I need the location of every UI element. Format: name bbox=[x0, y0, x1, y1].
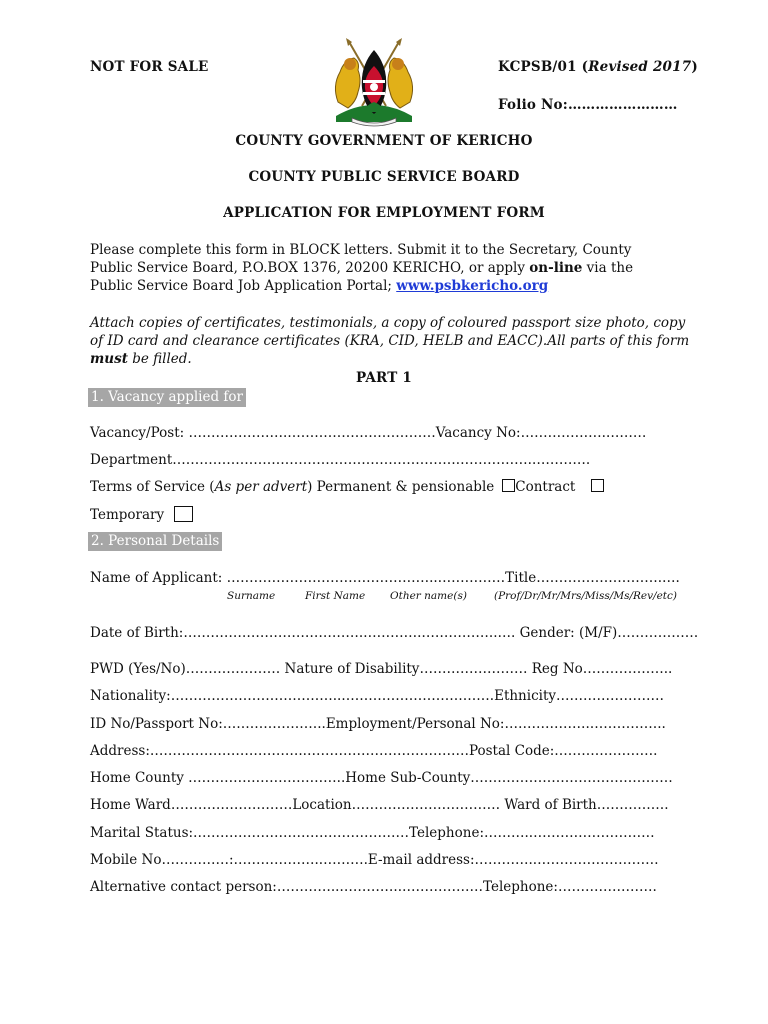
instructions-line bbox=[90, 259, 633, 277]
temporary-checkbox[interactable] bbox=[174, 506, 193, 522]
part-heading: PART 1 bbox=[356, 370, 412, 386]
board-title: COUNTY PUBLIC SERVICE BOARD bbox=[248, 169, 520, 185]
address-field[interactable]: Address:……………………………..………………………………Postal Code:………….………. bbox=[90, 743, 658, 759]
reference-code bbox=[498, 59, 698, 75]
reference-code-prefix: KCPSB/01 ( bbox=[498, 59, 589, 75]
home-ward-field[interactable]: Home Ward………………………Location…………………………… Ward of Birth……………. bbox=[90, 797, 669, 813]
id-passport-field[interactable]: ID No/Passport No:…………………..Employment/Personal No:……………….…………….. bbox=[90, 716, 666, 732]
coat-of-arms bbox=[326, 36, 422, 128]
permanent-checkbox[interactable] bbox=[502, 479, 515, 492]
section-personal-details-heading: 2. Personal Details bbox=[88, 532, 222, 551]
terms-of-service-row bbox=[90, 479, 604, 495]
alternative-contact-field[interactable]: Alternative contact person:…………..…………..………………Telephone:…………………. bbox=[90, 879, 657, 895]
other-names-caption: Other name(s) bbox=[390, 590, 467, 602]
surname-caption: Surname bbox=[227, 590, 276, 602]
contract-label: Contract bbox=[515, 479, 576, 495]
reference-code-suffix: ) bbox=[691, 59, 698, 75]
instructions-text: via the bbox=[582, 260, 634, 276]
marital-status-field[interactable]: Marital Status:…………………………………………Telephone:………..……………………… bbox=[90, 825, 655, 841]
titles-caption: (Prof/Dr/Mr/Mrs/Miss/Ms/Rev/etc) bbox=[494, 590, 678, 602]
folio-number: Folio No:…………………… bbox=[498, 97, 678, 113]
instructions-text: Public Service Board Job Application Portal; bbox=[90, 278, 397, 294]
county-government-title: COUNTY GOVERNMENT OF KERICHO bbox=[235, 133, 533, 149]
terms-advert: As per advert bbox=[214, 479, 308, 495]
first-name-caption: First Name bbox=[305, 590, 366, 602]
terms-permanent-label: ) Permanent & pensionable bbox=[307, 479, 495, 495]
instructions-line bbox=[90, 350, 689, 368]
must-emphasis: must bbox=[90, 351, 128, 367]
vacancy-post-field[interactable]: Vacancy/Post: ………………….……………………………Vacancy No:……………….……… bbox=[90, 425, 647, 441]
applicant-name-field[interactable]: Name of Applicant: ………………………………………..……………Title……………………….…. bbox=[90, 570, 680, 586]
instructions-line bbox=[90, 277, 633, 295]
contract-checkbox[interactable] bbox=[591, 479, 604, 492]
instructions-line: of ID card and clearance certificates (KRA, CID, HELB and EACC).All parts of this form bbox=[90, 333, 690, 349]
mobile-email-field[interactable]: Mobile No……………:………………..……….E-mail address:…………..……………………… bbox=[90, 852, 659, 868]
instructions-line: Attach copies of certificates, testimonials, a copy of coloured passport size photo, copy bbox=[90, 315, 686, 331]
not-for-sale-label: NOT FOR SALE bbox=[90, 59, 209, 75]
pwd-field[interactable]: PWD (Yes/No)………………… Nature of Disability…………………… Reg No……………….. bbox=[90, 661, 673, 677]
date-of-birth-field[interactable]: Date of Birth:………………………………….………….……………..…. Gender: (M/F)……………… bbox=[90, 625, 699, 641]
instructions-paragraph-2 bbox=[90, 314, 689, 368]
terms-label: Terms of Service ( bbox=[90, 479, 215, 495]
instructions-text: Public Service Board, P.O.BOX 1376, 20200 KERICHO, or apply bbox=[90, 260, 530, 276]
instructions-text: be filled. bbox=[127, 351, 192, 367]
temporary-label: Temporary bbox=[90, 507, 165, 523]
portal-link[interactable]: www.psbkericho.org bbox=[396, 278, 549, 294]
instructions-line: Please complete this form in BLOCK letters. Submit it to the Secretary, County bbox=[90, 242, 632, 258]
section-vacancy-heading: 1. Vacancy applied for bbox=[88, 388, 246, 407]
reference-revised: Revised 2017 bbox=[588, 59, 692, 75]
temporary-row bbox=[90, 506, 193, 523]
nationality-field[interactable]: Nationality:………………………………..…………………………….Ethnicity…………………… bbox=[90, 688, 665, 704]
department-field[interactable]: Department……………………………………………………….…………….…………. bbox=[90, 452, 591, 468]
instructions-paragraph-1 bbox=[90, 241, 633, 295]
form-title: APPLICATION FOR EMPLOYMENT FORM bbox=[223, 205, 545, 221]
home-county-field[interactable]: Home County ……………………………..Home Sub-County……………………………………… bbox=[90, 770, 673, 786]
online-emphasis: on-line bbox=[529, 260, 583, 276]
coat-of-arms-emblem bbox=[326, 36, 422, 128]
